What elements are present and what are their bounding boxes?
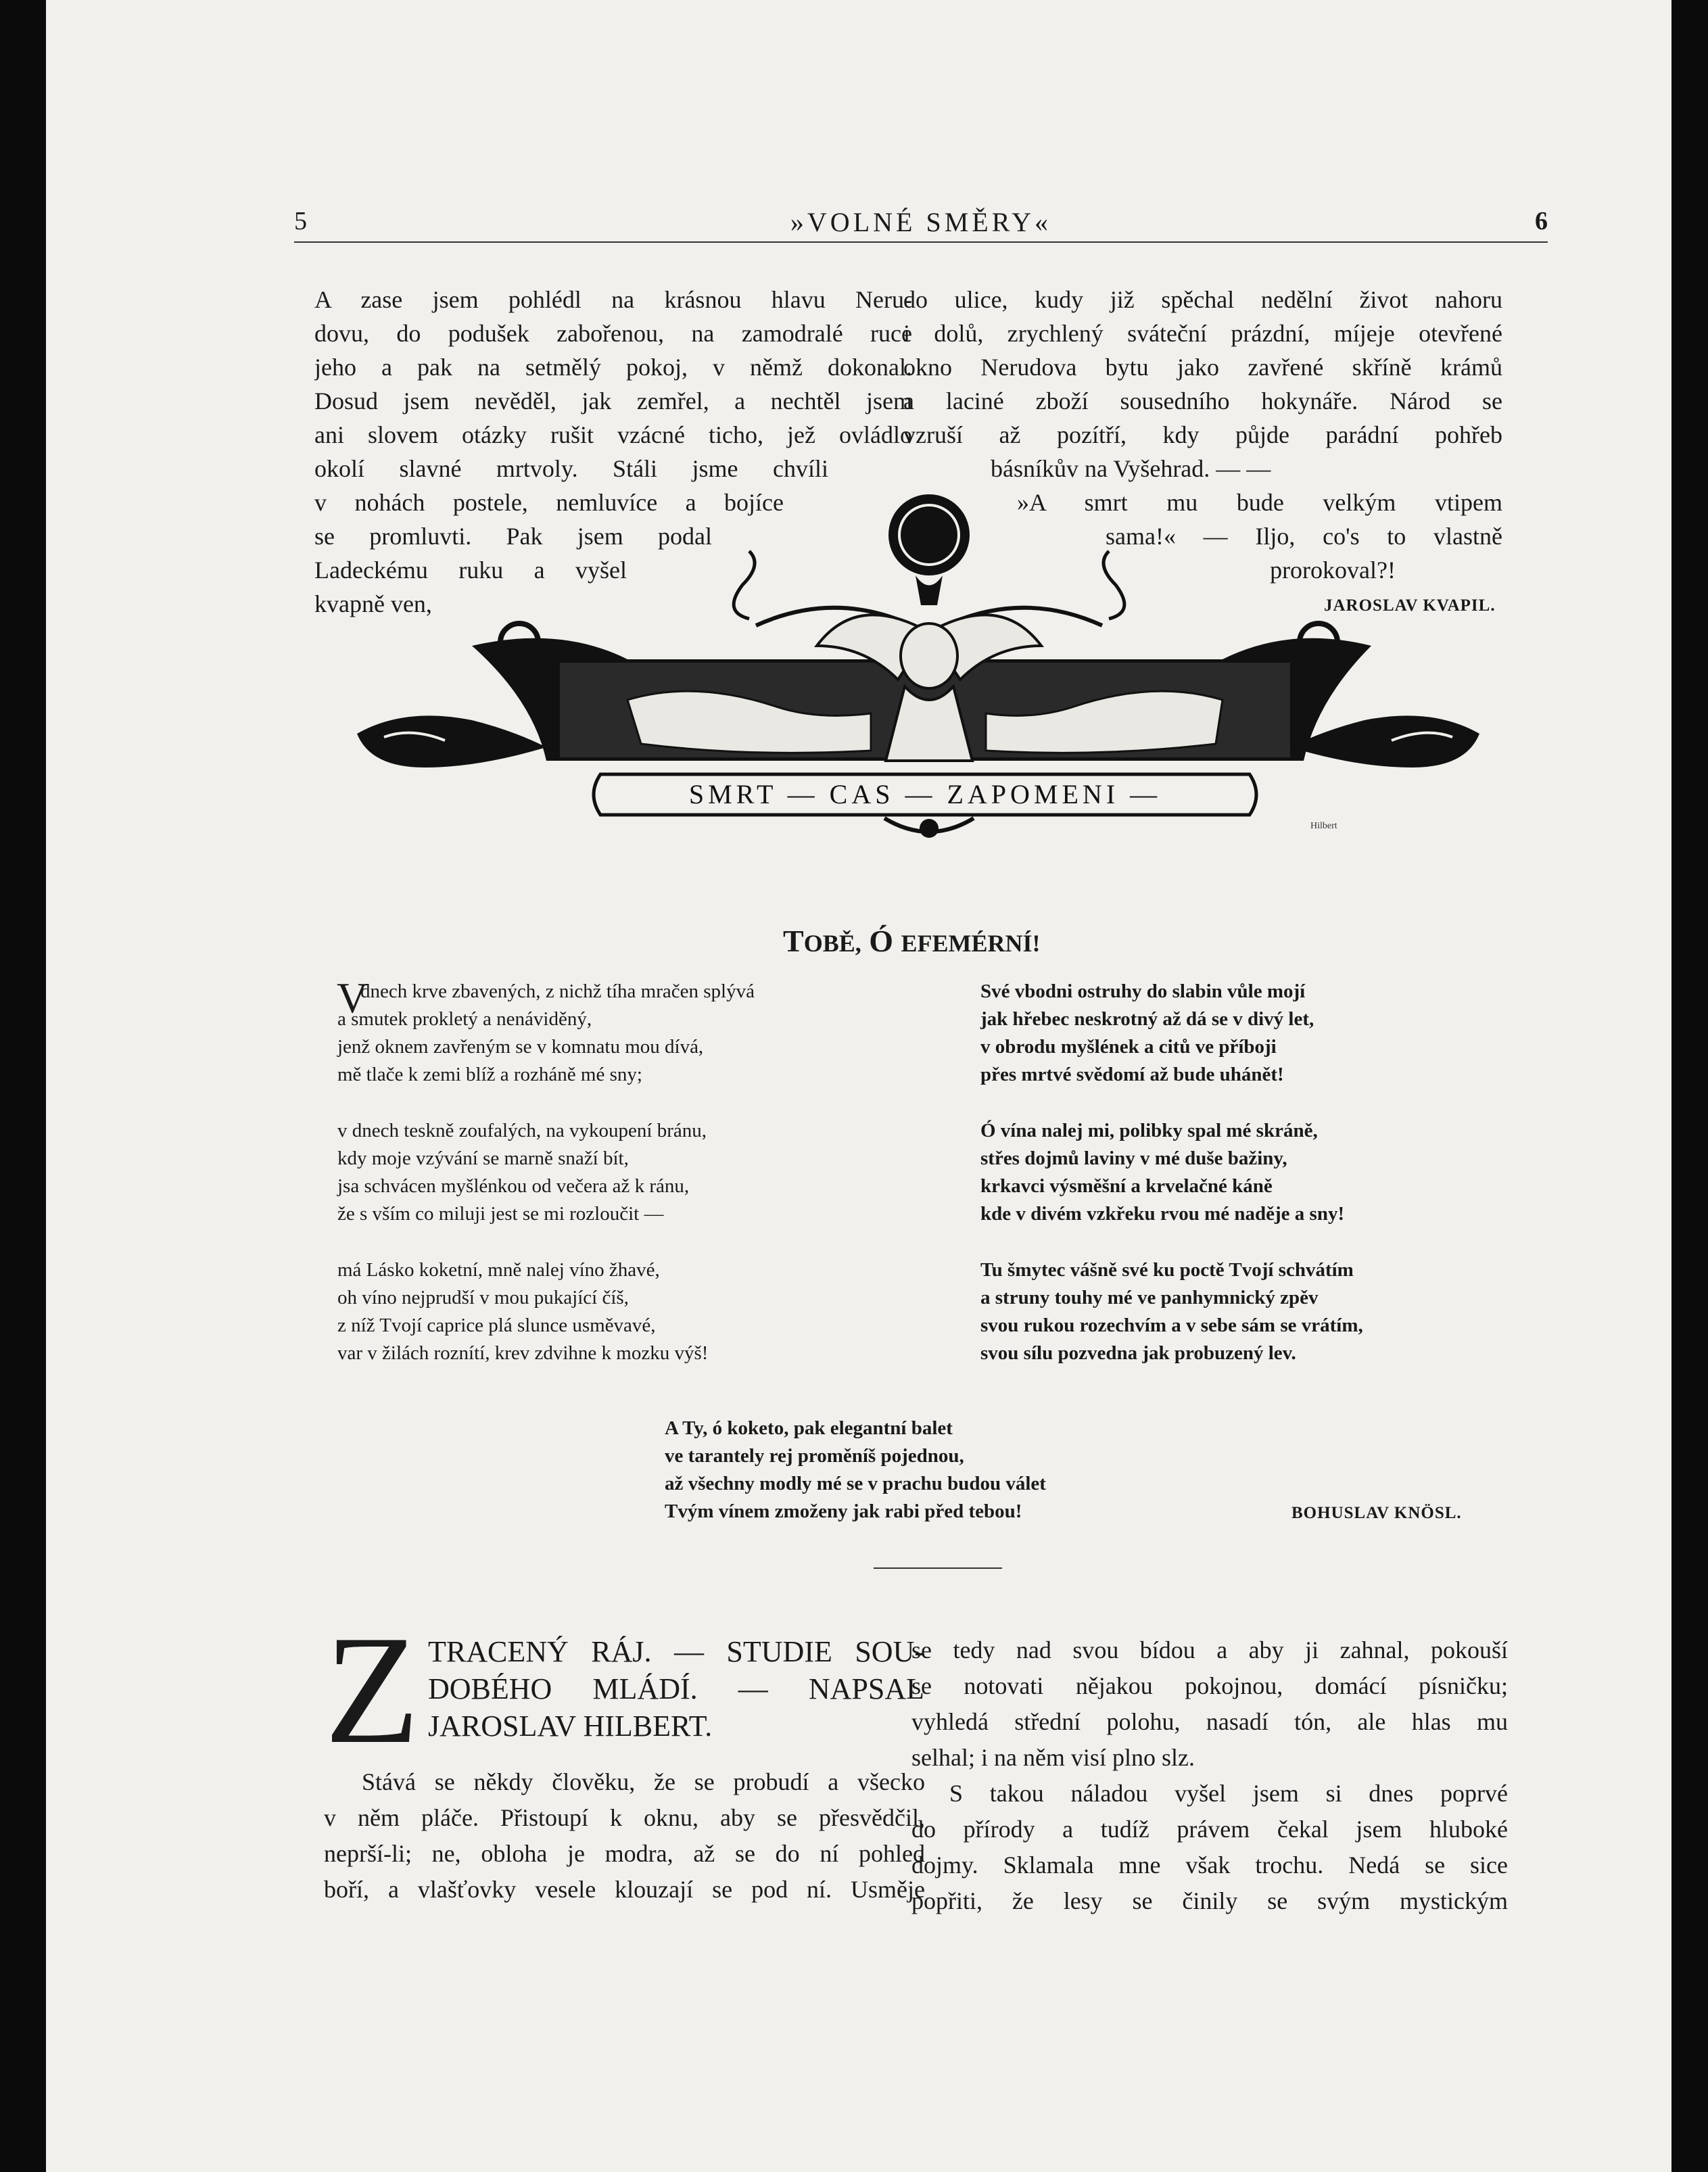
verse-line: kdy moje vzývání se marně snaží bít, (337, 1148, 629, 1169)
verse-line: z níž Tvojí caprice plá slunce usměvavé, (337, 1315, 656, 1336)
verse-line: přes mrtvé svědomí až bude uhánět! (980, 1064, 1284, 1085)
text-line: i dolů, zrychlený sváteční prázdní, míjeje otevřené (903, 320, 1502, 347)
heading-line: JAROSLAV HILBERT. (428, 1709, 713, 1743)
page-number-left: 5 (294, 207, 307, 235)
stanza (337, 974, 755, 1089)
signature-knosl: BOHUSLAV KNÖSL. (1291, 1504, 1462, 1522)
text-line: Stává se někdy člověku, že se probudí a všecko (362, 1768, 925, 1795)
verse-line: var v žilách roznítí, krev zdvihne k mozku výš! (337, 1342, 709, 1364)
running-title: »VOLNÉ SMĚRY« (790, 207, 1052, 237)
verse-line: krkavci výsměšní a krvelačné káně (980, 1175, 1273, 1197)
text-line: »A smrt mu bude velkým vtipem (1017, 489, 1502, 516)
text-line: do přírody a tudíž právem čekal jsem hluboké (911, 1816, 1508, 1843)
text-line: vzruší až pozítří, kdy půjde parádní pohřeb (903, 421, 1502, 448)
journal-page (46, 0, 1671, 2172)
title-cap-2: Ó (869, 924, 893, 958)
text-line: popřiti, že lesy se činily se svým mystickým (911, 1887, 1508, 1914)
verse-line: a smutek prokletý a nenáviděný, (337, 1008, 592, 1030)
text-line: prorokoval?! (1270, 557, 1396, 584)
title-cap-1: T (783, 924, 804, 958)
poem-left-column (337, 981, 755, 1396)
verse-line: ve tarantely rej proměníš pojednou, (665, 1445, 964, 1467)
verse-line: v obrodu myšlének a citů ve příboji (980, 1036, 1277, 1058)
verse-line: v dnech teskně zoufalých, na vykoupení bránu, (337, 1120, 707, 1141)
verse-line: Tvým vínem zmoženy jak rabi před tebou! (665, 1501, 1022, 1522)
heading-line: TRACENÝ RÁJ. — STUDIE SOU- (428, 1635, 924, 1668)
text-line: sama!« — Iljo, co's to vlastně (1106, 523, 1502, 550)
heading-line: DOBÉHO MLÁDÍ. — NAPSAL (428, 1672, 924, 1705)
text-line: Dosud jsem nevěděl, jak zemřel, a nechtěl jsem (314, 387, 912, 415)
art-nouveau-illustration (343, 477, 1493, 855)
title-rest-2: EFEMÉRNÍ! (901, 930, 1041, 957)
text-line: vyhledá střední polohu, nasadí tón, ale hlas mu (911, 1708, 1508, 1735)
verse-line: mě tlače k zemi blíž a rozháně mé sny; (337, 1064, 642, 1085)
verse-line: Ó vína nalej mi, polibky spal mé skráně, (980, 1120, 1318, 1141)
poem-dropcap: V (337, 974, 369, 1022)
text-line: dojmy. Sklamala mne však trochu. Nedá se sice (911, 1851, 1508, 1879)
text-line: dovu, do podušek zabořenou, na zamodralé ruce (314, 320, 912, 347)
text-line: A zase jsem pohlédl na krásnou hlavu Neru- (314, 286, 912, 313)
verse-line: jak hřebec neskrotný až dá se v divý let, (980, 1008, 1314, 1030)
poem-right-column (980, 978, 1363, 1396)
text-line: se promluvti. Pak jsem podal (314, 523, 712, 550)
stanza (980, 1256, 1363, 1367)
verse-line: Tu šmytec vášně své ku poctě Tvojí schvátím (980, 1259, 1354, 1281)
stanza (980, 1117, 1363, 1228)
artist-mark: Hilbert (1310, 821, 1337, 831)
text-line: se notovati nějakou pokojnou, domácí písničku; (911, 1672, 1508, 1699)
verse-line: střes dojmů laviny v mé duše bažiny, (980, 1148, 1287, 1169)
text-line: ani slovem otázky rušit vzácné ticho, jež ovládlo (314, 421, 912, 448)
text-line: boří, a vlašťovky vesele klouzají se pod ní. Usměje (324, 1876, 925, 1903)
text-line: kvapně ven, (314, 590, 432, 617)
text-line: okno Nerudova bytu jako zavřené skříně krámů (903, 354, 1502, 381)
stanza (337, 1117, 755, 1228)
text-line: jeho a pak na setmělý pokoj, v němž dokonal. (314, 354, 912, 381)
verse-line: A Ty, ó koketo, pak elegantní balet (665, 1417, 953, 1439)
text-line: Ladeckému ruku a vyšel (314, 557, 627, 584)
stanza (980, 978, 1363, 1089)
text-line: okolí slavné mrtvoly. Stáli jsme chvíli (314, 455, 828, 482)
verse-line: Své vbodni ostruhy do slabin vůle mojí (980, 981, 1306, 1002)
text-line: básníkův na Vyšehrad. — — (991, 455, 1271, 482)
verse-line: má Lásko koketní, mně nalej víno žhavé, (337, 1259, 660, 1281)
page-number-right: 6 (1535, 207, 1548, 235)
text-line: neprší-li; ne, obloha je modra, až se do ní pohled (324, 1840, 925, 1867)
verse-line: že s vším co miluji jest se mi rozloučit — (337, 1203, 664, 1225)
signature-kvapil: JAROSLAV KVAPIL. (1324, 596, 1496, 615)
text-line: se tedy nad svou bídou a aby ji zahnal, pokouší (911, 1636, 1508, 1663)
page-header (294, 206, 1548, 243)
poem-title (783, 923, 1041, 959)
section-divider (874, 1567, 1002, 1569)
text-line: selhal; i na něm visí plno slz. (911, 1744, 1195, 1771)
title-rest-1: OBĚ, (803, 930, 861, 957)
verse-line: a struny touhy mé ve panhymnický zpěv (980, 1287, 1319, 1308)
text-line: v něm pláče. Přistoupí k oknu, aby se přesvědčil, (324, 1804, 925, 1831)
verse-line: až všechny modly mé se v prachu budou válet (665, 1473, 1046, 1494)
banner-text: SMRT — CAS — ZAPOMENI — (688, 779, 1162, 809)
text-line: v nohách postele, nemluvíce a bojíce (314, 489, 784, 516)
verse-line: svou rukou rozechvím a v sebe sám se vrátím, (980, 1315, 1363, 1336)
poem-final-stanza (665, 1415, 1046, 1526)
verse-line: kde v divém vzkřeku rvou mé naděje a sny! (980, 1203, 1345, 1225)
stanza (337, 1256, 755, 1367)
verse-line: jsa schvácen myšlénkou od večera až k ránu, (337, 1175, 690, 1197)
verse-line: jenž oknem zavřeným se v komnatu mou dívá, (337, 1036, 704, 1058)
verse-line: svou sílu pozvedna jak probuzený lev. (980, 1342, 1296, 1364)
text-line: a laciné zboží sousedního hokynáře. Národ se (903, 387, 1502, 415)
text-line: S takou náladou vyšel jsem si dnes poprvé (949, 1780, 1508, 1807)
text-line: do ulice, kudy již spěchal nedělní život nahoru (903, 286, 1502, 313)
verse-line: oh víno nejprudší v mou pukající číš, (337, 1287, 629, 1308)
verse-line: dnech krve zbavených, z nichž tíha mračen splývá (360, 981, 755, 1002)
article2-dropcap: Z (325, 1603, 420, 1776)
